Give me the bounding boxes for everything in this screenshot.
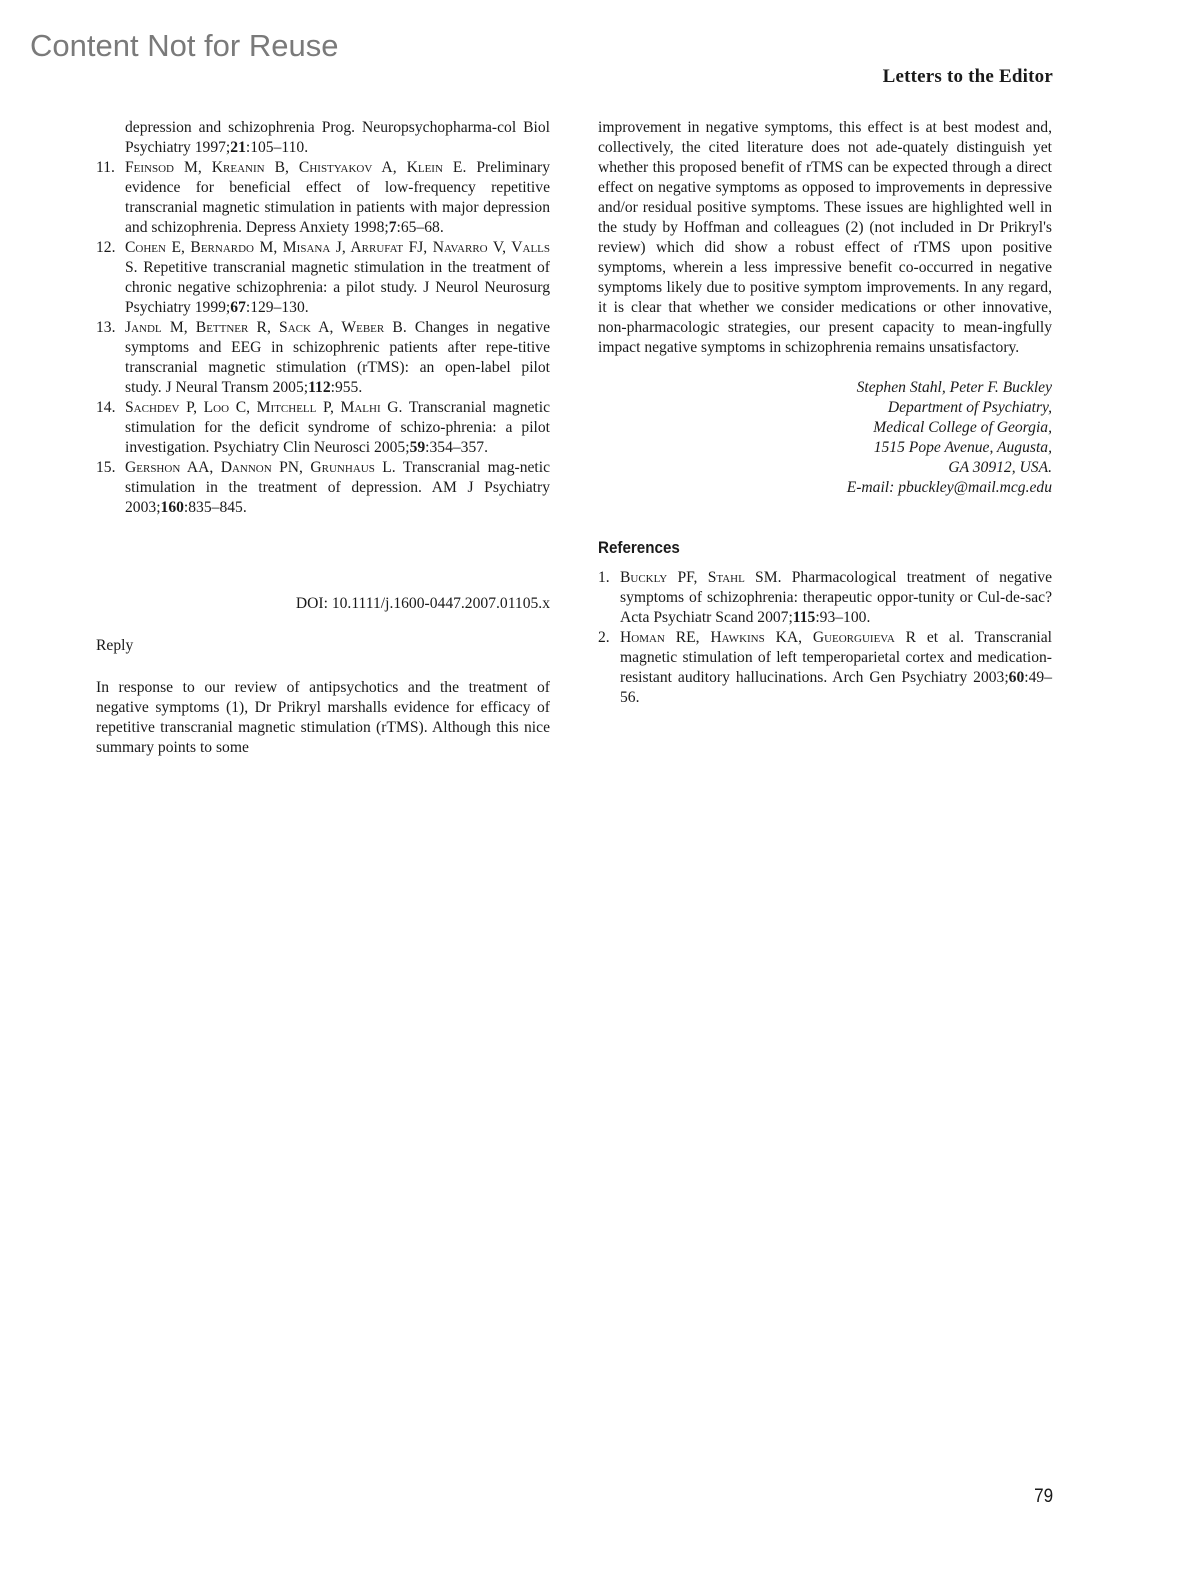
reference-item: 15. Gershon AA, Dannon PN, Grunhaus L. Transcranial mag-netic stimulation in the treatment of depression. AM J Psychiatry 2003;160:835–845. <box>96 459 550 516</box>
reply-paragraph: In response to our review of antipsychotics and the treatment of negative symptoms (1), Dr Prikryl marshalls evidence for efficacy of repetitive transcranial magnetic stimulation (rTMS). Although this nice summary points to some <box>96 679 550 756</box>
reference-item: 13. Jandl M, Bettner R, Sack A, Weber B. Changes in negative symptoms and EEG in schizophrenic patients after repe-titive transcranial magnetic stimulation (rTMS): an open-label pilot study. J Neural Transm 2005;112:955. <box>96 319 550 396</box>
reply-heading: Reply <box>96 637 134 654</box>
running-head: Letters to the Editor <box>882 66 1053 87</box>
reference-item: 11. Feinsod M, Kreanin B, Chistyakov A, Klein E. Preliminary evidence for beneficial effect of low-frequency repetitive transcranial magnetic stimulation in patients with major depression and schizophrenia. Depress Anxiety 1998;7:65–68. <box>96 159 550 236</box>
signature-email: E-mail: pbuckley@mail.mcg.edu <box>846 479 1052 496</box>
signature-department: Department of Psychiatry, <box>887 399 1052 416</box>
signature-block <box>598 378 1052 498</box>
signature-address: 1515 Pope Avenue, Augusta, <box>873 439 1052 456</box>
signature-institution: Medical College of Georgia, <box>873 419 1052 436</box>
reference-item: 14. Sachdev P, Loo C, Mitchell P, Malhi G. Transcranial magnetic stimulation for the deficit syndrome of schizo-phrenia: a pilot investigation. Psychiatry Clin Neurosci 2005;59:354–357. <box>96 399 551 456</box>
signature-zip: GA 30912, USA. <box>948 459 1052 476</box>
right-column <box>598 118 1052 708</box>
reference-item: 2. Homan RE, Hawkins KA, Gueorguieva R et al. Transcranial magnetic stimulation of left temperoparietal cortex and medication-resistant auditory hallucinations. Arch Gen Psychiatry 2003;60:49–56. <box>598 629 1052 706</box>
reply-paragraph-continued: improvement in negative symptoms, this effect is at best modest and, collectively, the cited literature does not ade-quately distinguish yet whether this proposed benefit of rTMS can be expected through a direct effect on negative symptoms as opposed to improvements in depressive and/or residual positive symptoms. These issues are highlighted well in the study by Hoffman and colleagues (2) (not included in Dr Prikryl's review) which did show a robust effect of rTMS upon positive symptoms, wherein a less impressive benefit co-occurred in negative symptoms likely due to positive symptom improvements. In any regard, it is clear that whether we consider medications or other innovative, non-pharmacologic strategies, our present capacity to mean-ingfully impact negative symptoms in schizophrenia remains unsatisfactory. <box>598 119 1052 356</box>
reference-continuation: depression and schizophrenia Prog. Neuropsychopharma-col Biol Psychiatry 1997;21:105–110. <box>125 119 550 156</box>
doi: DOI: 10.1111/j.1600-0447.2007.01105.x <box>295 595 550 612</box>
references-heading: References <box>598 539 680 557</box>
signature-authors: Stephen Stahl, Peter F. Buckley <box>856 379 1052 396</box>
reference-item: 1. Buckly PF, Stahl SM. Pharmacological treatment of negative symptoms of schizophrenia: therapeutic oppor-tunity or Cul-de-sac? Acta Psychiatr Scand 2007;115:93–100. <box>598 569 1052 626</box>
left-column <box>96 118 550 774</box>
watermark: Content Not for Reuse <box>30 28 339 63</box>
reference-item: 12. Cohen E, Bernardo M, Misana J, Arrufat FJ, Navarro V, Valls S. Repetitive transcranial magnetic stimulation in the treatment of chronic negative schizophrenia: a pilot study. J Neurol Neurosurg Psychiatry 1999;67:129–130. <box>96 239 550 316</box>
page-number: 79 <box>1033 1486 1053 1507</box>
